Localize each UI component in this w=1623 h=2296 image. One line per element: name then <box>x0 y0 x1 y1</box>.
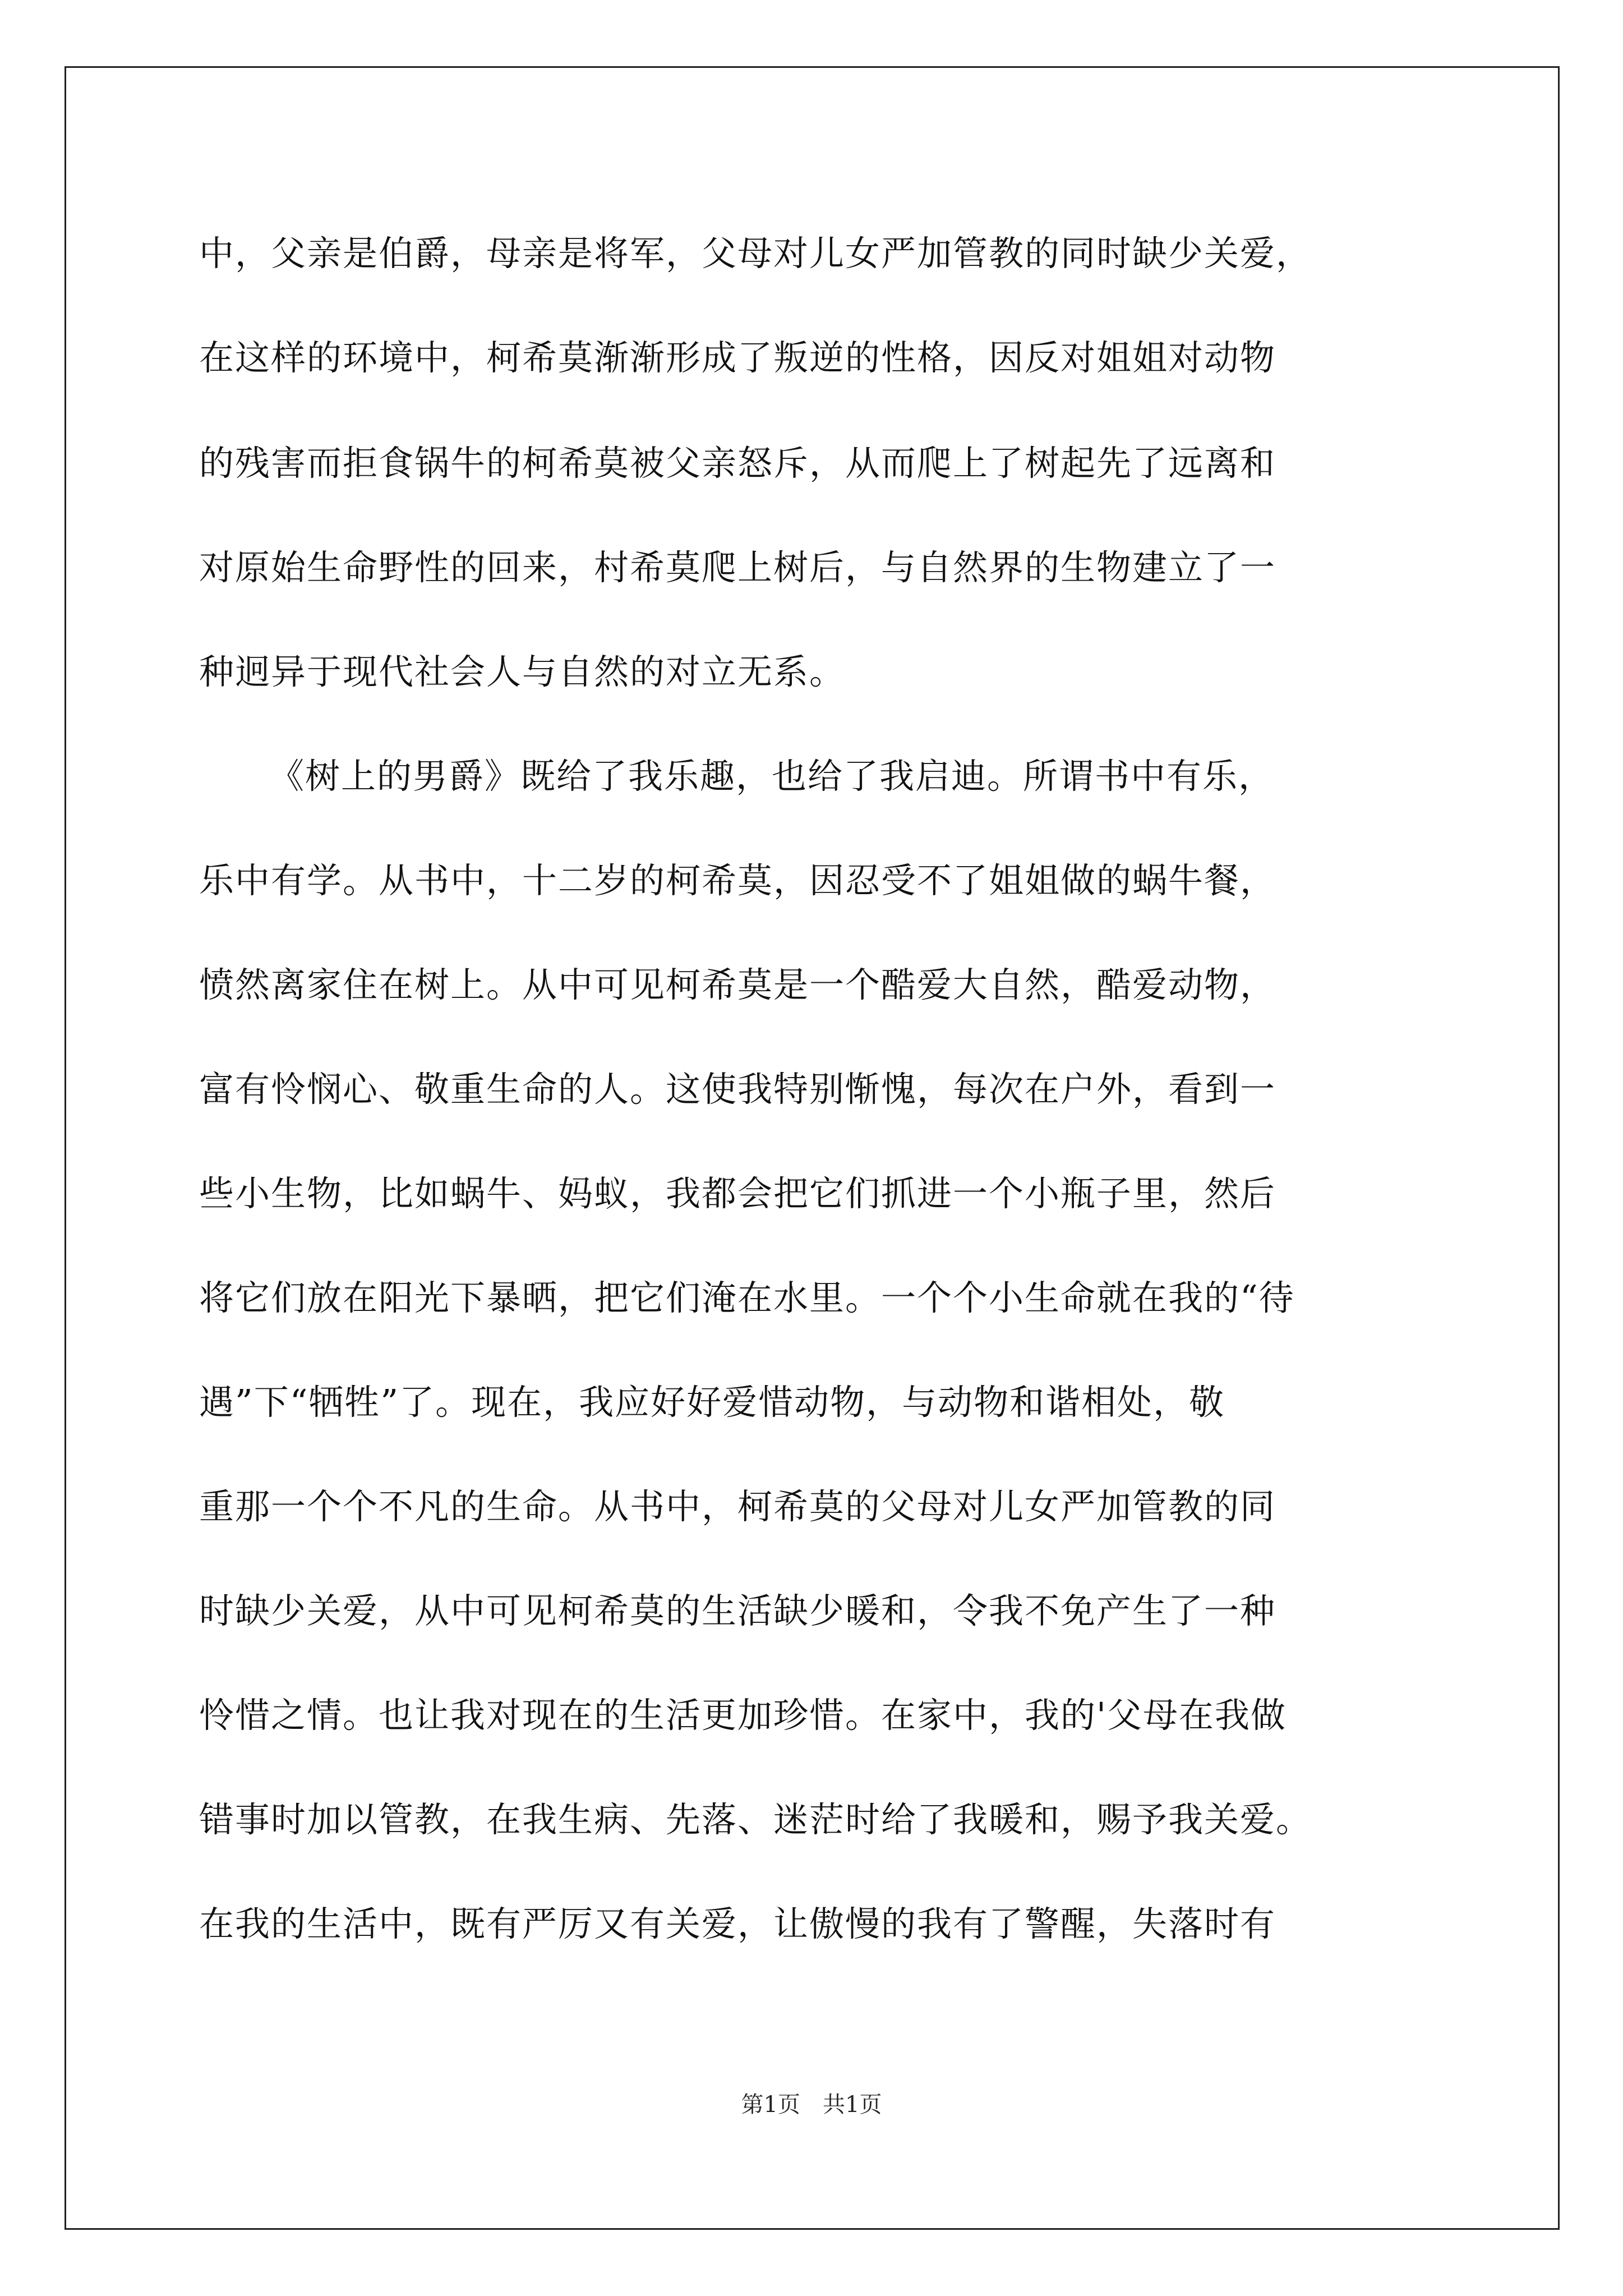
text-line: 怜惜之情。也让我对现在的生活更加珍惜。在家中，我的'父母在我做 <box>199 1695 1287 1736</box>
text-line: 愤然离家住在树上。从中可见柯希莫是一个酷爱大自然，酷爱动物， <box>199 964 1276 1005</box>
text-line: 的残害而拒食锅牛的柯希莫被父亲怒斥，从而爬上了树起先了远离和 <box>199 443 1276 484</box>
text-line: 错事时加以管教，在我生病、先落、迷茫时给了我暖和，赐予我关爱。 <box>199 1799 1312 1840</box>
text-line: 种迥异于现代社会人与自然的对立无系。 <box>199 651 846 692</box>
text-line: 在我的生活中，既有严厉又有关爱，让傲慢的我有了警醒，失落时有 <box>199 1903 1276 1944</box>
text-line: 遇”下“牺牲”了。现在，我应好好爱惜动物，与动物和谐相处，敬 <box>199 1382 1225 1423</box>
text-line: 在这样的环境中，柯希莫渐渐形成了叛逆的性格，因反对姐姐对动物 <box>199 337 1276 378</box>
text-line: 中，父亲是伯爵，母亲是将军，父母对儿女严加管教的同时缺少关爱， <box>199 233 1312 274</box>
text-line: 乐中有学。从书中，十二岁的柯希莫，因忍受不了姐姐做的蜗牛餐， <box>199 860 1276 901</box>
text-line: 些小生物，比如蜗牛、妈蚁，我都会把它们抓进一个小瓶子里，然后 <box>199 1173 1276 1214</box>
text-line: 重那一个个不凡的生命。从书中，柯希莫的父母对儿女严加管教的同 <box>199 1486 1276 1527</box>
page-number-footer: 第1页 共1页 <box>741 2092 882 2118</box>
text-line: 时缺少关爱，从中可见柯希莫的生活缺少暖和，令我不免产生了一种 <box>199 1590 1276 1631</box>
text-line: 富有怜悯心、敬重生命的人。这使我特别惭愧，每次在户外，看到一 <box>199 1069 1276 1110</box>
text-line: 将它们放在阳光下暴晒，把它们淹在水里。一个个小生命就在我的“待 <box>199 1277 1295 1318</box>
paragraph-first-line: 《树上的男爵》既给了我乐趣，也给了我启迪。所谓书中有乐， <box>269 756 1275 797</box>
text-line: 对原始生命野性的回来，村希莫爬上树后，与自然界的生物建立了一 <box>199 547 1276 588</box>
